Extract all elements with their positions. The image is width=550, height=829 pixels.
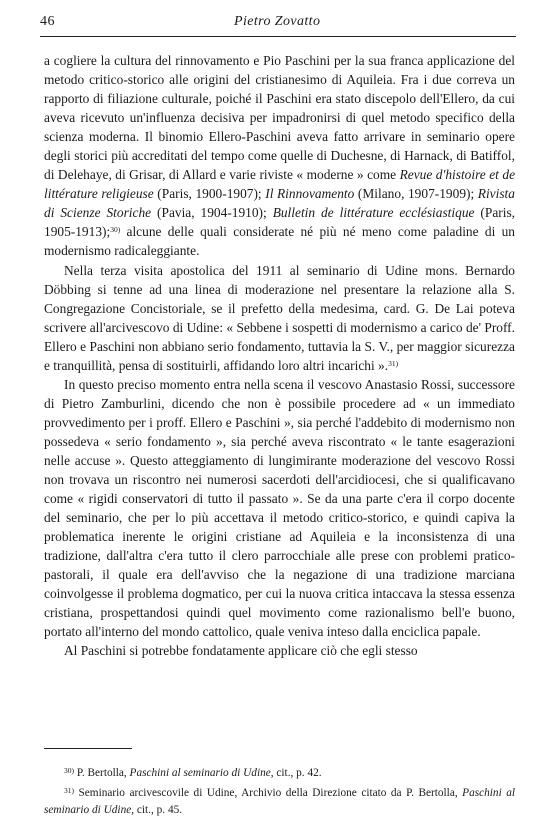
footnotes bbox=[44, 762, 515, 819]
text-run: Nella terza visita apostolica del 1911 al seminario di Udine mons. Bernardo Döbbing si tenne ad una linea di moderazione nel presentare la relazione alla S. Congregazione Concistoriale, se il prefetto della medesima, card. G. De Lai poteva scrivere all'arcivescovo di Udine: « Sebbene i sospetti di modernismo a carico de' Proff. Ellero e Paschini non abbiano serio fondamento, tuttavia la S. V., per maggior sicurezza e tranquillità, pensa di sostituirli, affidando loro altri incarichi ». bbox=[44, 262, 515, 373]
footnote bbox=[44, 762, 515, 782]
paragraph bbox=[44, 375, 515, 642]
paragraph bbox=[44, 641, 515, 660]
text-run: (Paris, 1900-1907); bbox=[153, 186, 266, 202]
paragraph bbox=[44, 51, 515, 261]
text-run: alcune delle quali considerate né più né meno come paladine di un modernismo radicaleggiante. bbox=[44, 224, 515, 259]
italic-title: Bulletin de littérature ecclésiastique bbox=[272, 205, 475, 221]
footnote-marker: 31) bbox=[64, 786, 74, 795]
italic-title: Rivista di Scienze Storiche bbox=[44, 186, 515, 221]
text-run: Seminario arcivescovile di Udine, Archivio della Direzione citato da P. Bertolla, bbox=[74, 787, 463, 799]
paragraph bbox=[44, 261, 515, 375]
text-run: Al Paschini si potrebbe fondatamente applicare ciò che egli stesso bbox=[64, 643, 418, 659]
running-header bbox=[40, 12, 516, 37]
italic-title: Il Rinnovamento bbox=[265, 186, 355, 202]
page-number: 46 bbox=[40, 14, 55, 29]
text-run: (Paris, 1905-1913); bbox=[44, 205, 516, 240]
text-run: In questo preciso momento entra nella scena il vescovo Anastasio Rossi, successore di Pietro Zamburlini, dicendo che non è possibile procedere ad « un immediato provvedimento per i proff. Ellero e Paschini », sia perché l'addebito di modernismo non possedeva « serio fondamento », sia perché aveva riscontrato « le tante esagerazioni nelle accuse ». Questo atteggiamento di lungimirante moderazione del vescovo Rossi non trovava un riscontro nei numerosi sacerdoti dell'arcidiocesi, che si qualificavano come « rigidi conservatori di tutto il passato ». Se da una parte c'era il corpo docente del seminario, che per lo più accettava il metodo critico-storico, e quindi capiva la problematica inerente le origini cristiane ad Aquileia e la inconsistenza di una tradizione, dall'altra c'era tutto il clero parrocchiale alle prese con problemi pratico-pastorali, il quale era dell'avviso che la negazione di una tradizione marciana coinvolgesse il problema dogmatico, per cui la nuova critica intaccava la stessa essenza cristiana, prospettandosi quindi quel movimento come razionalismo bell'e buono, portato all'interno del mondo cattolico, quale veniva inteso dalla enciclica papale. bbox=[44, 376, 515, 640]
text-run: P. Bertolla, bbox=[74, 767, 130, 779]
footnote bbox=[44, 782, 515, 819]
running-title: Pietro Zovatto bbox=[234, 14, 321, 29]
footnote-marker: 30) bbox=[64, 766, 74, 775]
footnote-reference: 31) bbox=[388, 358, 399, 368]
italic-title: Paschini al seminario di Udine bbox=[129, 767, 271, 779]
footnote-separator bbox=[44, 748, 132, 749]
text-run: (Milano, 1907-1909); bbox=[354, 186, 478, 202]
footnote-reference: 30) bbox=[110, 225, 121, 235]
text-run: , cit., p. 45. bbox=[131, 804, 183, 816]
text-run: (Pavia, 1904-1910); bbox=[151, 205, 273, 221]
italic-title: Paschini al seminario di Udine bbox=[44, 787, 515, 816]
italic-title: Revue d'histoire et de littérature religieuse bbox=[44, 167, 516, 202]
text-run: a cogliere la cultura del rinnovamento e Pio Paschini per la sua franca applicazione del metodo critico-storico alle origini del cristianesimo di Aquileia. Fra i due correva un rapporto di filiazione culturale, poiché il Paschini era stato discepolo dell'Ellero, da cui aveva ricevuto un'influenza decisiva per impadronirsi di quel metodo specifico della scienza moderna. Il binomio Ellero-Paschini aveva fatto arrivare in seminario opere degli storici più accreditati del tempo come quelle di Duchesne, di Harnack, di Batiffol, di Delehaye, di Grisar, di Allard e varie riviste « moderne » come bbox=[44, 53, 515, 183]
text-run: , cit., p. 42. bbox=[270, 767, 322, 779]
body-text bbox=[44, 51, 515, 661]
